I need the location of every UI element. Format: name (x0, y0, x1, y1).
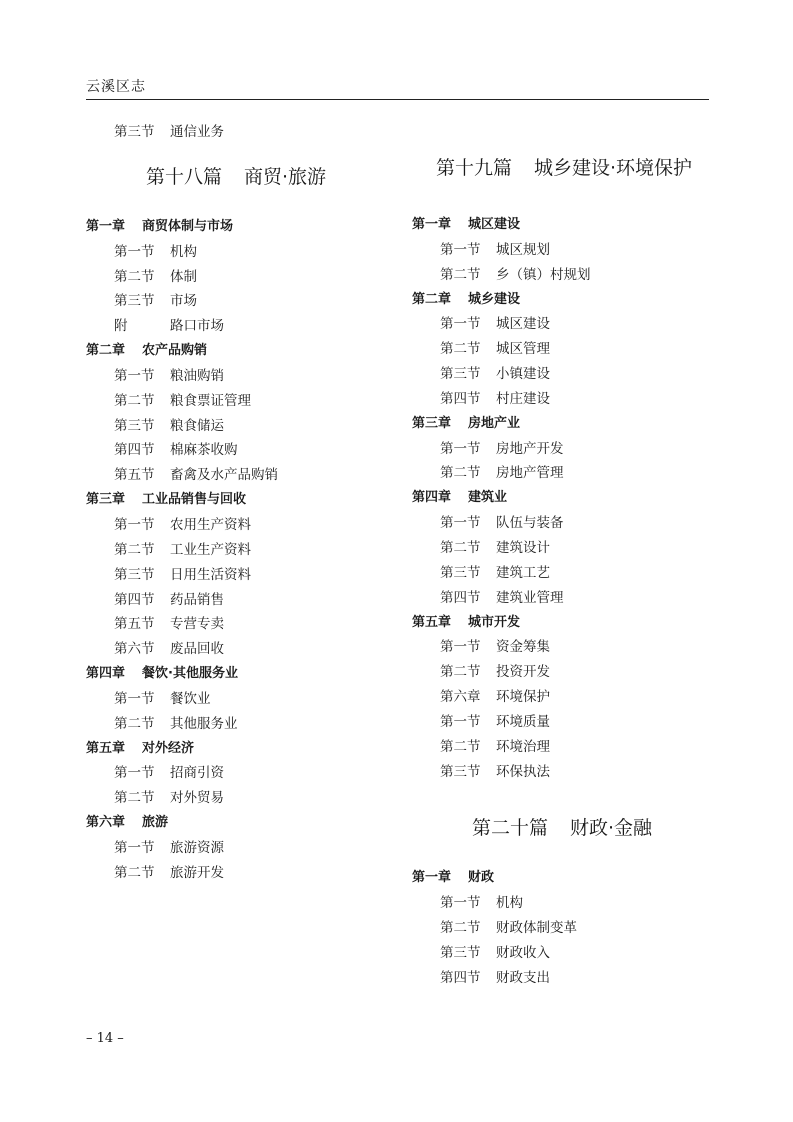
toc-section[interactable] (86, 364, 386, 389)
section-title: 资金筹集 (496, 639, 550, 656)
section-number: 第三节 (440, 763, 481, 780)
chapter-title: 城市开发 (468, 614, 521, 630)
chapter-title: 餐饮·其他服务业 (142, 666, 238, 682)
section-number: 第一节 (114, 765, 155, 782)
toc-chapter[interactable] (412, 213, 712, 238)
chapter-number: 第一章 (412, 870, 452, 886)
chapter-title: 旅游 (142, 815, 169, 831)
section-number: 第三节 (114, 293, 155, 310)
section-number: 第一节 (114, 516, 155, 533)
chapter-title: 建筑业 (468, 490, 508, 506)
chapter-title: 城区建设 (468, 217, 521, 232)
section-title: 旅游开发 (170, 864, 224, 881)
section-number: 第二节 (114, 790, 155, 807)
section-title: 房地产管理 (496, 465, 564, 482)
toc-section[interactable] (412, 561, 712, 586)
toc-section[interactable] (86, 240, 386, 265)
toc-section[interactable] (412, 312, 712, 337)
section-number: 第一节 (114, 367, 155, 384)
section-number: 第二节 (440, 465, 481, 482)
section-title: 粮食储运 (170, 417, 224, 434)
section-number: 第二节 (114, 392, 155, 409)
section-number: 第二节 (440, 539, 481, 556)
section-title: 财政收入 (496, 944, 550, 961)
chapter-number: 第五章 (86, 740, 126, 756)
section-number: 第一节 (440, 895, 481, 912)
section-title: 城区建设 (496, 316, 550, 333)
header-rule (86, 99, 709, 100)
section-number: 第一节 (440, 316, 481, 333)
section-title: 专营专卖 (170, 616, 224, 633)
section-number: 第一节 (114, 243, 155, 260)
chapter-title: 城乡建设 (468, 291, 521, 307)
section-title: 餐饮业 (170, 690, 211, 707)
toc-left-column (86, 120, 386, 886)
page-number: – 14 – (86, 1031, 124, 1046)
chapter-number: 第二章 (86, 343, 126, 359)
chapter-number: 第一章 (86, 218, 126, 234)
section-title: 环境质量 (496, 713, 550, 730)
section-title: 环境保护 (496, 689, 550, 706)
section-title: 环保执法 (496, 763, 550, 780)
chapter-number: 第五章 (412, 614, 452, 630)
section-number: 第六节 (114, 641, 155, 658)
toc-section[interactable] (412, 941, 712, 966)
section-number: 第二节 (440, 920, 481, 937)
chapter-title: 商贸体制与市场 (142, 218, 234, 234)
part-number: 第二十篇 (472, 817, 549, 840)
part-number: 第十九篇 (436, 157, 513, 179)
chapter-title: 工业品销售与回收 (142, 492, 247, 508)
part-heading-18[interactable] (146, 157, 386, 197)
section-number: 第三节 (114, 417, 155, 434)
toc-right-column (412, 150, 712, 991)
section-number: 第四节 (114, 591, 155, 608)
section-title: 投资开发 (496, 664, 550, 681)
section-title: 招商引资 (170, 765, 224, 782)
toc-section[interactable] (412, 437, 712, 462)
section-number: 第二节 (440, 664, 481, 681)
section-title: 粮食票证管理 (170, 392, 251, 409)
section-number: 第一节 (114, 690, 155, 707)
toc-section[interactable] (86, 836, 386, 861)
toc-section[interactable] (412, 536, 712, 561)
toc-section[interactable] (86, 861, 386, 886)
section-number: 第二节 (114, 864, 155, 881)
section-title: 日用生活资料 (170, 566, 251, 583)
section-number: 第三节 (114, 124, 155, 140)
toc-section[interactable] (412, 337, 712, 362)
toc-section[interactable] (412, 685, 712, 710)
chapter-number: 第三章 (412, 415, 452, 431)
chapter-number: 第三章 (86, 492, 126, 508)
toc-section[interactable] (86, 463, 386, 488)
section-title: 乡（镇）村规划 (496, 266, 591, 283)
toc-chapter[interactable] (86, 339, 386, 364)
toc-section[interactable] (86, 712, 386, 737)
section-title: 药品销售 (170, 591, 224, 608)
section-number: 第一节 (440, 639, 481, 656)
section-title: 粮油购销 (170, 367, 224, 384)
toc-section[interactable] (86, 513, 386, 538)
section-number: 第二节 (114, 715, 155, 732)
toc-section[interactable] (412, 635, 712, 660)
chapter-title: 农产品购销 (142, 343, 208, 359)
toc-section[interactable] (86, 687, 386, 712)
section-number: 第三节 (440, 944, 481, 961)
section-title: 财政体制变革 (496, 920, 577, 937)
section-number: 第四节 (114, 442, 155, 459)
toc-section[interactable] (412, 263, 712, 288)
toc-section[interactable] (412, 461, 712, 486)
toc-section[interactable] (412, 916, 712, 941)
toc-section[interactable] (412, 586, 712, 611)
toc-section[interactable] (86, 538, 386, 563)
section-number: 第三节 (114, 566, 155, 583)
part-number: 第十八篇 (146, 165, 223, 188)
toc-chapter[interactable] (86, 215, 386, 240)
section-number: 第一节 (440, 440, 481, 457)
toc-section[interactable] (412, 966, 712, 991)
running-head: 云溪区志 (86, 79, 146, 95)
chapter-number: 第一章 (412, 217, 452, 232)
section-title: 机构 (496, 895, 523, 912)
chapter-title: 财政 (468, 870, 495, 886)
section-number: 第二节 (114, 268, 155, 285)
toc-section[interactable] (86, 563, 386, 588)
chapter-number: 第四章 (412, 490, 452, 506)
chapter-number: 第四章 (86, 666, 126, 682)
section-number: 第二节 (440, 266, 481, 283)
toc-chapters-18 (86, 215, 386, 886)
section-title: 村庄建设 (496, 390, 550, 407)
toc-section[interactable] (86, 314, 386, 339)
section-title: 房地产开发 (496, 440, 564, 457)
toc-chapters-20 (412, 866, 712, 990)
section-title: 城区规划 (496, 241, 550, 258)
section-title: 旅游资源 (170, 839, 224, 856)
section-number: 第三节 (440, 366, 481, 383)
toc-prelude (86, 120, 386, 145)
toc-section[interactable] (86, 414, 386, 439)
section-title: 队伍与装备 (496, 515, 564, 532)
section-number: 附 (114, 318, 128, 335)
toc-section[interactable] (412, 735, 712, 760)
toc-chapter[interactable] (86, 662, 386, 687)
section-title: 对外贸易 (170, 790, 224, 807)
section-title: 财政支出 (496, 969, 550, 986)
section-title: 畜禽及水产品购销 (170, 467, 278, 484)
toc-section[interactable] (86, 761, 386, 786)
section-title: 市场 (170, 293, 197, 310)
toc-section[interactable] (86, 637, 386, 662)
toc-chapter[interactable] (412, 611, 712, 636)
toc-section[interactable] (412, 511, 712, 536)
toc-chapter[interactable] (412, 866, 712, 891)
section-title: 建筑业管理 (496, 589, 564, 606)
section-number: 第一节 (440, 515, 481, 532)
section-title: 机构 (170, 243, 197, 260)
section-title: 路口市场 (170, 318, 224, 335)
section-title: 通信业务 (170, 124, 224, 140)
section-number: 第五节 (114, 467, 155, 484)
section-title: 农用生产资料 (170, 516, 251, 533)
toc-section[interactable] (86, 289, 386, 314)
section-title: 棉麻茶收购 (170, 442, 238, 459)
toc-chapters-19 (412, 213, 712, 784)
toc-chapter[interactable] (412, 288, 712, 313)
toc-section[interactable] (412, 238, 712, 263)
section-number: 第五节 (114, 616, 155, 633)
section-title: 其他服务业 (170, 715, 238, 732)
section-number: 第三节 (440, 564, 481, 581)
chapter-title: 房地产业 (468, 415, 521, 431)
chapter-number: 第六章 (86, 815, 126, 831)
part-title: 城乡建设·环境保护 (534, 157, 693, 179)
toc-section[interactable] (86, 389, 386, 414)
toc-chapter[interactable] (412, 412, 712, 437)
toc-section[interactable] (86, 438, 386, 463)
part-heading-19[interactable] (436, 150, 712, 186)
section-number: 第一节 (440, 241, 481, 258)
toc-section[interactable] (86, 612, 386, 637)
toc-section[interactable] (86, 265, 386, 290)
toc-section[interactable] (86, 786, 386, 811)
section-number: 第二节 (114, 541, 155, 558)
toc-chapter[interactable] (86, 811, 386, 836)
section-number: 第二节 (440, 738, 481, 755)
section-title: 环境治理 (496, 738, 550, 755)
part-title: 财政·金融 (570, 817, 653, 840)
section-number: 第一节 (440, 713, 481, 730)
section-number: 第一节 (114, 839, 155, 856)
toc-section[interactable] (412, 760, 712, 785)
toc-section[interactable] (86, 588, 386, 613)
toc-chapter[interactable] (412, 486, 712, 511)
section-number: 第四节 (440, 589, 481, 606)
section-title: 城区管理 (496, 341, 550, 358)
toc-section[interactable] (412, 891, 712, 916)
chapter-number: 第二章 (412, 291, 452, 307)
toc-chapter[interactable] (86, 737, 386, 762)
section-number: 第四节 (440, 969, 481, 986)
section-title: 工业生产资料 (170, 541, 251, 558)
section-title: 小镇建设 (496, 366, 550, 383)
section-title: 体制 (170, 268, 197, 285)
toc-section[interactable] (412, 710, 712, 735)
section-number: 第二节 (440, 341, 481, 358)
part-title: 商贸·旅游 (244, 165, 327, 188)
part-heading-20[interactable] (472, 808, 712, 848)
chapter-title: 对外经济 (142, 740, 195, 756)
section-number: 第六章 (440, 689, 481, 706)
toc-section[interactable] (86, 120, 386, 145)
toc-section[interactable] (412, 362, 712, 387)
section-title: 建筑工艺 (496, 564, 550, 581)
toc-section[interactable] (412, 660, 712, 685)
toc-section[interactable] (412, 387, 712, 412)
section-title: 建筑设计 (496, 539, 550, 556)
section-number: 第四节 (440, 390, 481, 407)
toc-chapter[interactable] (86, 488, 386, 513)
section-title: 废品回收 (170, 641, 224, 658)
